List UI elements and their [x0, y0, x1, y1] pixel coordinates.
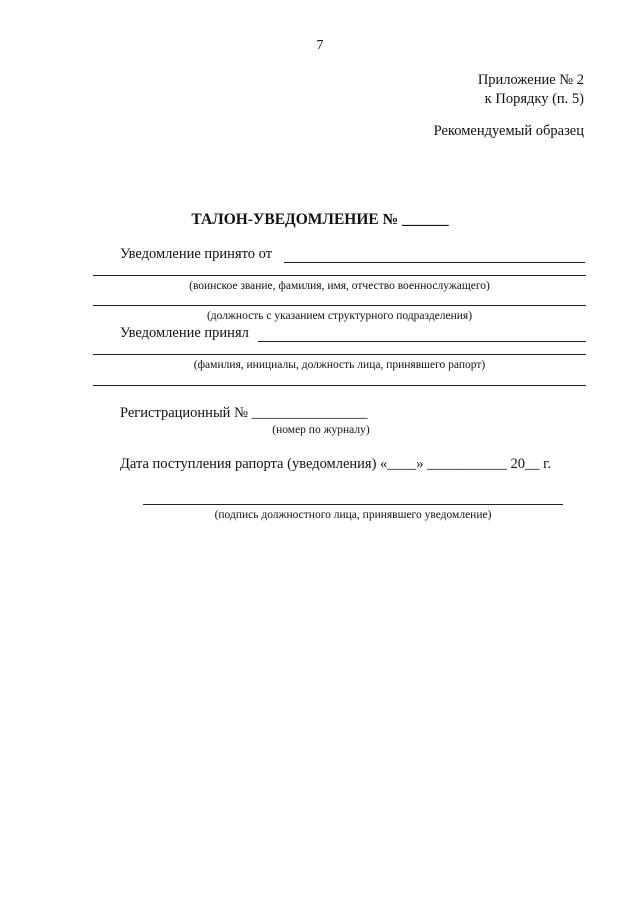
registration-caption: (номер по журналу): [272, 424, 370, 436]
received-from-caption: (воинское звание, фамилия, имя, отчество военнослужащего): [189, 280, 490, 292]
signature-caption: (подпись должностного лица, принявшего уведомление): [214, 509, 492, 521]
date-label: Дата поступления рапорта (уведомления) «____» ___________ 20__ г.: [120, 456, 552, 472]
received-by-field-line-3[interactable]: [93, 385, 586, 386]
received-by-caption: (фамилия, инициалы, должность лица, принявшего рапорт): [193, 359, 486, 371]
form-title: ТАЛОН-УВЕДОМЛЕНИЕ № ______: [191, 211, 449, 228]
position-field[interactable]: [93, 305, 586, 306]
received-by-label: Уведомление принял: [120, 325, 249, 341]
signature-field[interactable]: [143, 504, 563, 505]
received-from-field[interactable]: [284, 262, 585, 263]
page-number: 7: [316, 38, 324, 53]
order-reference: к Порядку (п. 5): [484, 91, 584, 107]
position-caption: (должность с указанием структурного подразделения): [206, 310, 473, 322]
appendix-label: Приложение № 2: [477, 72, 584, 88]
received-from-label: Уведомление принято от: [120, 246, 273, 262]
received-by-field-line-2[interactable]: [93, 354, 586, 355]
registration-label: Регистрационный № ________________: [120, 405, 368, 421]
sample-label: Рекомендуемый образец: [433, 123, 584, 139]
received-by-field[interactable]: [258, 341, 586, 342]
received-from-field-line-2[interactable]: [93, 275, 586, 276]
